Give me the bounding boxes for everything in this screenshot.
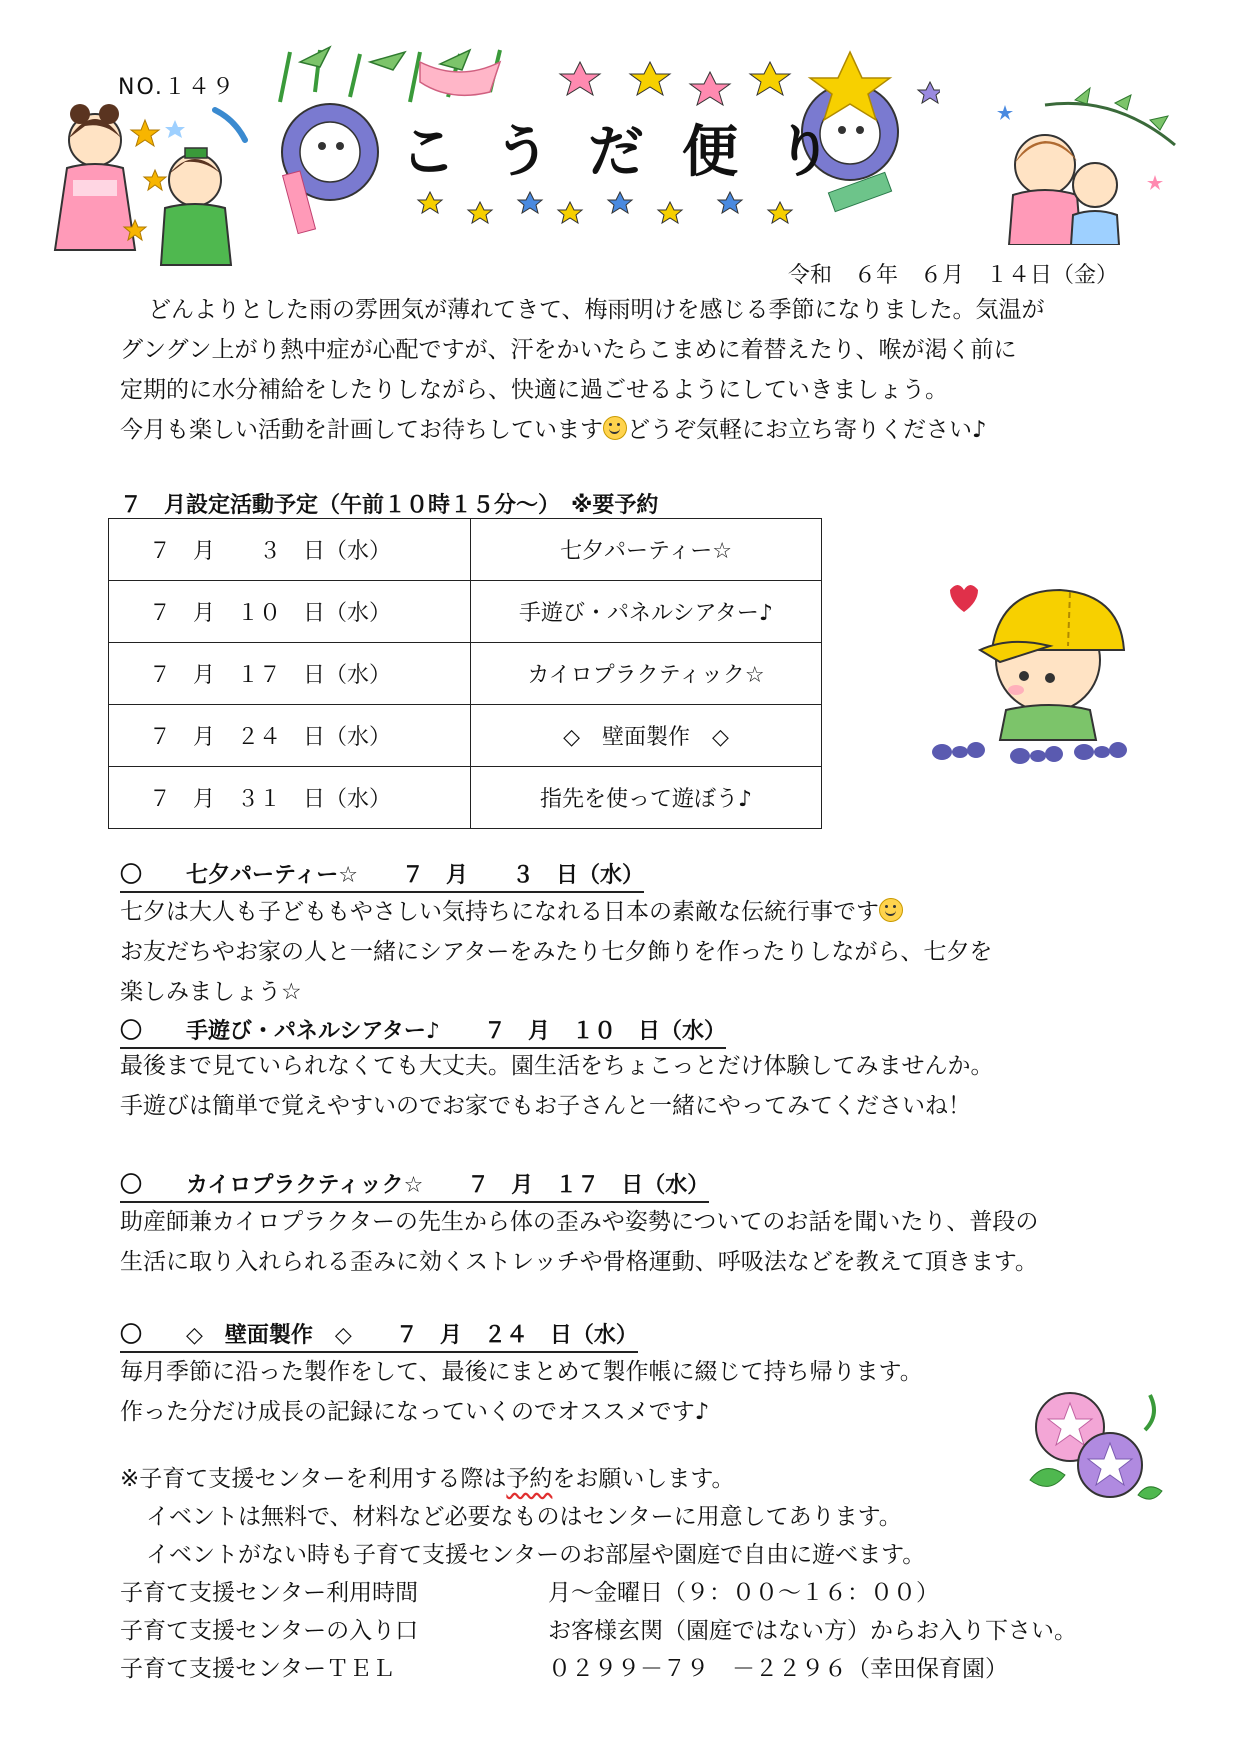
- hekimen-line-2: 作った分だけ成長の記録になっていくのでオススメです♪: [120, 1399, 710, 1425]
- schedule-activity: ◇ 壁面製作 ◇: [471, 705, 822, 767]
- chiro-line-2: 生活に取り入れられる歪みに効くストレッチや骨格運動、呼吸法などを教えて頂きます。: [120, 1249, 1038, 1275]
- tanabata-line-1: 七夕は大人も子どももやさしい気持ちになれる日本の素敵な伝統行事です: [120, 899, 879, 925]
- section-heading-hekimen: 〇 ◇ 壁面製作 ◇ ７ 月 ２４ 日（水）: [120, 1318, 638, 1353]
- smile-icon: [879, 898, 903, 922]
- info-label: 子育て支援センター利用時間: [120, 1580, 419, 1606]
- intro-line-4b: どうぞ気軽にお立ち寄りください♪: [627, 417, 987, 443]
- page-title: こうだ便り: [400, 120, 870, 185]
- schedule-activity: カイロプラクティック☆: [471, 643, 822, 705]
- info-row-tel: [120, 1650, 1077, 1688]
- schedule-activity: 七夕パーティー☆: [471, 519, 822, 581]
- schedule-date: ７ 月 １７ 日（水）: [109, 643, 471, 705]
- intro-line-1: どんよりとした雨の雰囲気が薄れてきて、梅雨明けを感じる季節になりました。気温が: [148, 297, 1045, 323]
- teasobi-line-1: 最後まで見ていられなくても大丈夫。園生活をちょこっとだけ体験してみませんか。: [120, 1053, 994, 1079]
- table-row: [109, 519, 822, 581]
- schedule-date: ７ 月 ３１ 日（水）: [109, 767, 471, 829]
- table-row: [109, 705, 822, 767]
- section-body-tanabata: [120, 892, 992, 1012]
- teasobi-line-2: 手遊びは簡単で覚えやすいのでお家でもお子さんと一緒にやってみてくださいね！: [120, 1093, 971, 1119]
- notice-line-2: イベントは無料で、材料など必要なものはセンターに用意してあります。: [146, 1504, 902, 1530]
- tanabata-line-3: 楽しみましょう☆: [120, 979, 302, 1005]
- section-body-teasobi: [120, 1046, 994, 1126]
- info-label: 子育て支援センターＴＥＬ: [120, 1656, 396, 1682]
- intro-line-4a: 今月も楽しい活動を計画してお待ちしています: [120, 417, 603, 443]
- notice-line-1c: をお願いします。: [552, 1466, 735, 1492]
- issue-date: 令和 ６年 ６月 １４日（金）: [788, 263, 1119, 288]
- chiro-line-1: 助産師兼カイロプラクターの先生から体の歪みや姿勢についてのお話を聞いたり、普段の: [120, 1209, 1039, 1235]
- intro-line-3: 定期的に水分補給をしたりしながら、快適に過ごせるようにしていきましょう。: [120, 377, 948, 403]
- schedule-date: ７ 月 １０ 日（水）: [109, 581, 471, 643]
- tanabata-children-icon: [45, 100, 255, 270]
- intro-paragraph: [120, 290, 1150, 450]
- schedule-activity: 手遊び・パネルシアター♪: [471, 581, 822, 643]
- mother-baby-icon: [985, 85, 1185, 245]
- section-heading-chiro: 〇 カイロプラクティック☆ ７ 月 １７ 日（水）: [120, 1168, 709, 1203]
- table-row: [109, 767, 822, 829]
- section-body-hekimen: [120, 1352, 923, 1432]
- notice-line-1a: ※子育て支援センターを利用する際は: [120, 1466, 507, 1492]
- schedule-activity: 指先を使って遊ぼう♪: [471, 767, 822, 829]
- table-row: [109, 581, 822, 643]
- boy-with-ants-icon: [920, 570, 1160, 780]
- smile-icon: [603, 416, 627, 440]
- issue-number: NO.１４９: [118, 75, 236, 100]
- info-row-entrance: [120, 1612, 1077, 1650]
- morning-glory-icon: [1020, 1385, 1170, 1515]
- info-block: [120, 1574, 1077, 1688]
- section-body-chiro: [120, 1202, 1038, 1282]
- info-value: ０２９９－７９ －２２９６（幸田保育園）: [548, 1656, 1008, 1682]
- tanabata-line-2: お友だちやお家の人と一緒にシアターをみたり七夕飾りを作ったりしながら、七夕を: [120, 939, 993, 965]
- notice-reservation: 予約: [506, 1466, 553, 1492]
- section-heading-teasobi: 〇 手遊び・パネルシアター♪ ７ 月 １０ 日（水）: [120, 1014, 726, 1049]
- info-label: 子育て支援センターの入り口: [120, 1618, 419, 1644]
- notice-block: [120, 1460, 925, 1574]
- schedule-table: [108, 518, 822, 829]
- schedule-date: ７ 月 ３ 日（水）: [109, 519, 471, 581]
- notice-line-3: イベントがない時も子育て支援センターのお部屋や園庭で自由に遊べます。: [146, 1542, 926, 1568]
- info-row-hours: [120, 1574, 1077, 1612]
- hekimen-line-1: 毎月季節に沿った製作をして、最後にまとめて製作帳に綴じて持ち帰ります。: [120, 1359, 923, 1385]
- info-value: 月～金曜日（９：００～１６：００）: [548, 1580, 939, 1606]
- section-heading-tanabata: 〇 七夕パーティー☆ ７ 月 ３ 日（水）: [120, 858, 644, 893]
- intro-line-4: [120, 410, 1150, 450]
- intro-line-2: グングン上がり熱中症が心配ですが、汗をかいたらこまめに着替えたり、喉が渇く前に: [120, 337, 1017, 363]
- table-row: [109, 643, 822, 705]
- schedule-date: ７ 月 ２４ 日（水）: [109, 705, 471, 767]
- info-value: お客様玄関（園庭ではない方）からお入り下さい。: [548, 1618, 1077, 1644]
- schedule-heading: ７ 月設定活動予定（午前１０時１５分～） ※要予約: [120, 493, 659, 518]
